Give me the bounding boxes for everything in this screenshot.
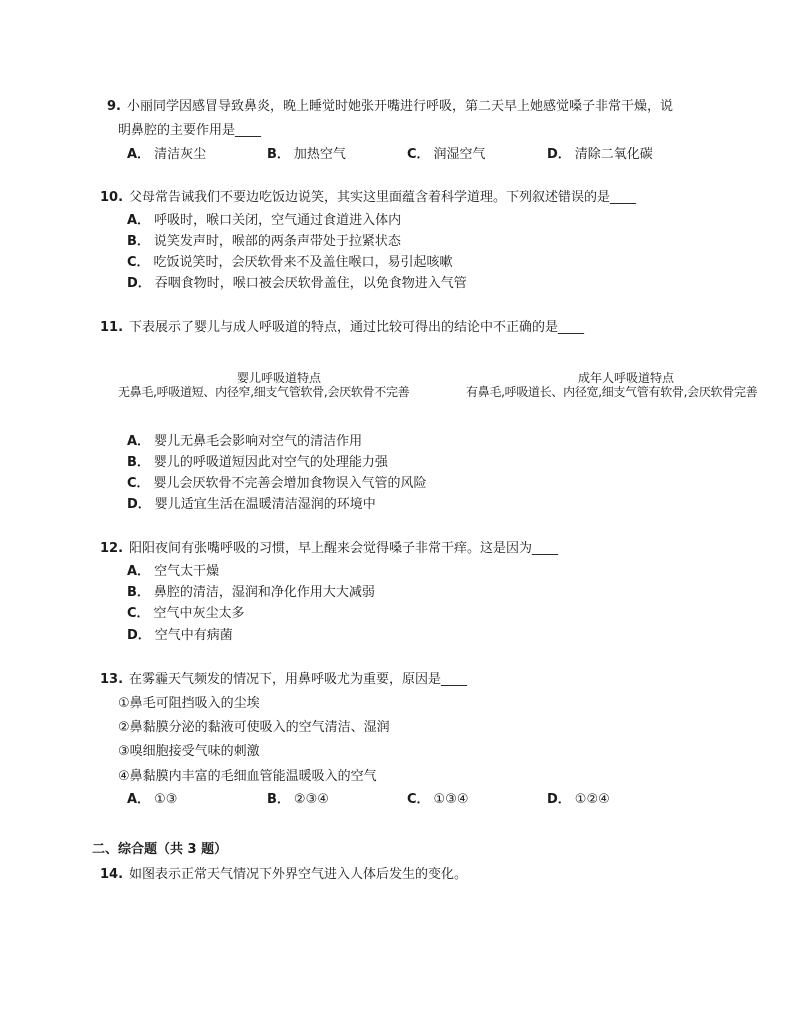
statement-2: ②鼻黏膜分泌的黏液可使吸入的空气清洁、湿润 — [118, 720, 390, 735]
option-text: 婴儿适宜生活在温暖清洁湿润的环境中 — [154, 497, 376, 512]
option-text: 鼻腔的清洁，湿润和净化作用大大减弱 — [153, 585, 375, 600]
option-text: 润湿空气 — [433, 147, 486, 162]
question-number: 12. — [100, 541, 124, 556]
option-text: 婴儿无鼻毛会影响对空气的清洁作用 — [154, 434, 363, 449]
option-letter: C． — [407, 792, 430, 807]
question-number: 11. — [100, 320, 124, 335]
table-cell-adult: 有鼻毛,呼吸道长、内径宽,细支气管有软骨,会厌软骨完善 — [466, 385, 758, 399]
option-text: ①③④ — [433, 792, 469, 807]
option-d[interactable] — [547, 791, 610, 809]
option-letter: C． — [127, 476, 150, 491]
question-text: 下表展示了婴儿与成人呼吸道的特点，通过比较可得出的结论中不正确的是____ — [129, 320, 585, 335]
option-d[interactable] — [547, 146, 653, 164]
option-b[interactable] — [267, 146, 346, 164]
option-d[interactable] — [127, 496, 376, 514]
option-text: 清除二氧化碳 — [574, 147, 653, 162]
option-a[interactable] — [127, 791, 177, 809]
option-a[interactable] — [127, 146, 206, 164]
question-text: 如图表示正常天气情况下外界空气进入人体后发生的变化。 — [129, 867, 468, 882]
option-text: 吞咽食物时，喉口被会厌软骨盖住，以免食物进入气管 — [154, 276, 467, 291]
question-13 — [100, 671, 467, 689]
table-header-infant: 婴儿呼吸道特点 — [237, 371, 322, 385]
option-text: 空气中有病菌 — [154, 628, 233, 643]
option-letter: B． — [127, 585, 150, 600]
question-10 — [100, 189, 636, 207]
option-b[interactable] — [267, 791, 329, 809]
option-text: 婴儿会厌软骨不完善会增加食物误入气管的风险 — [153, 476, 427, 491]
option-letter: B． — [127, 455, 150, 470]
option-text: ②③④ — [293, 792, 329, 807]
option-letter: A． — [127, 434, 151, 449]
option-c[interactable] — [127, 254, 453, 272]
option-c[interactable] — [407, 791, 469, 809]
statement-1: ①鼻毛可阻挡吸入的尘埃 — [118, 696, 260, 711]
option-text: 空气太干燥 — [154, 564, 220, 579]
option-d[interactable] — [127, 627, 233, 645]
option-b[interactable] — [127, 233, 401, 251]
question-text: 父母常告诫我们不要边吃饭边说笑，其实这里面蕴含着科学道理。下列叙述错误的是____ — [129, 190, 637, 205]
question-14 — [100, 866, 467, 884]
table-header-adult: 成年人呼吸道特点 — [578, 371, 675, 385]
option-letter: B． — [127, 234, 150, 249]
question-9-continuation: 明鼻腔的主要作用是____ — [118, 123, 262, 138]
option-text: 婴儿的呼吸道短因此对空气的处理能力强 — [153, 455, 388, 470]
question-12 — [100, 540, 558, 558]
option-text: 吃饭说笑时，会厌软骨来不及盖住喉口，易引起咳嗽 — [153, 255, 453, 270]
section-title: 二、综合题（共 3 题） — [92, 842, 228, 857]
question-9 — [107, 98, 673, 116]
option-letter: D． — [547, 147, 571, 162]
option-text: 加热空气 — [293, 147, 346, 162]
option-b[interactable] — [127, 454, 388, 472]
option-text: ①③ — [154, 792, 178, 807]
option-b[interactable] — [127, 584, 375, 602]
table-cell-infant: 无鼻毛,呼吸道短、内径窄,细支气管软骨,会厌软骨不完善 — [118, 385, 410, 399]
question-text: 阳阳夜间有张嘴呼吸的习惯，早上醒来会觉得嗓子非常干痒。这是因为____ — [129, 541, 559, 556]
statement-3: ③嗅细胞接受气味的刺激 — [118, 744, 260, 759]
option-a[interactable] — [127, 563, 219, 581]
option-c[interactable] — [407, 146, 486, 164]
option-a[interactable] — [127, 212, 401, 230]
option-letter: B． — [267, 147, 290, 162]
statement-4: ④鼻黏膜内丰富的毛细血管能温暖吸入的空气 — [118, 769, 377, 784]
question-number: 10. — [100, 190, 124, 205]
option-letter: B． — [267, 792, 290, 807]
question-text: 在雾霾天气频发的情况下，用鼻呼吸尤为重要，原因是____ — [129, 672, 468, 687]
option-text: 清洁灰尘 — [154, 147, 207, 162]
option-text: ①②④ — [574, 792, 610, 807]
option-letter: A． — [127, 147, 151, 162]
option-d[interactable] — [127, 275, 467, 293]
option-letter: C． — [407, 147, 430, 162]
option-letter: D． — [127, 497, 151, 512]
option-letter: C． — [127, 255, 150, 270]
option-text: 呼吸时，喉口关闭，空气通过食道进入体内 — [154, 213, 402, 228]
option-letter: A． — [127, 213, 151, 228]
option-letter: D． — [547, 792, 571, 807]
option-letter: A． — [127, 564, 151, 579]
option-letter: D． — [127, 628, 151, 643]
question-text: 小丽同学因感冒导致鼻炎，晚上睡觉时她张开嘴进行呼吸，第二天早上她感觉嗓子非常干燥，说 — [126, 99, 673, 114]
option-c[interactable] — [127, 605, 245, 623]
option-letter: D． — [127, 276, 151, 291]
option-letter: A． — [127, 792, 151, 807]
option-text: 空气中灰尘太多 — [153, 606, 245, 621]
option-a[interactable] — [127, 433, 362, 451]
question-number: 9. — [107, 99, 121, 114]
option-text: 说笑发声时，喉部的两条声带处于拉紧状态 — [153, 234, 401, 249]
question-11 — [100, 319, 584, 337]
option-c[interactable] — [127, 475, 427, 493]
question-number: 14. — [100, 867, 124, 882]
question-number: 13. — [100, 672, 124, 687]
option-letter: C． — [127, 606, 150, 621]
